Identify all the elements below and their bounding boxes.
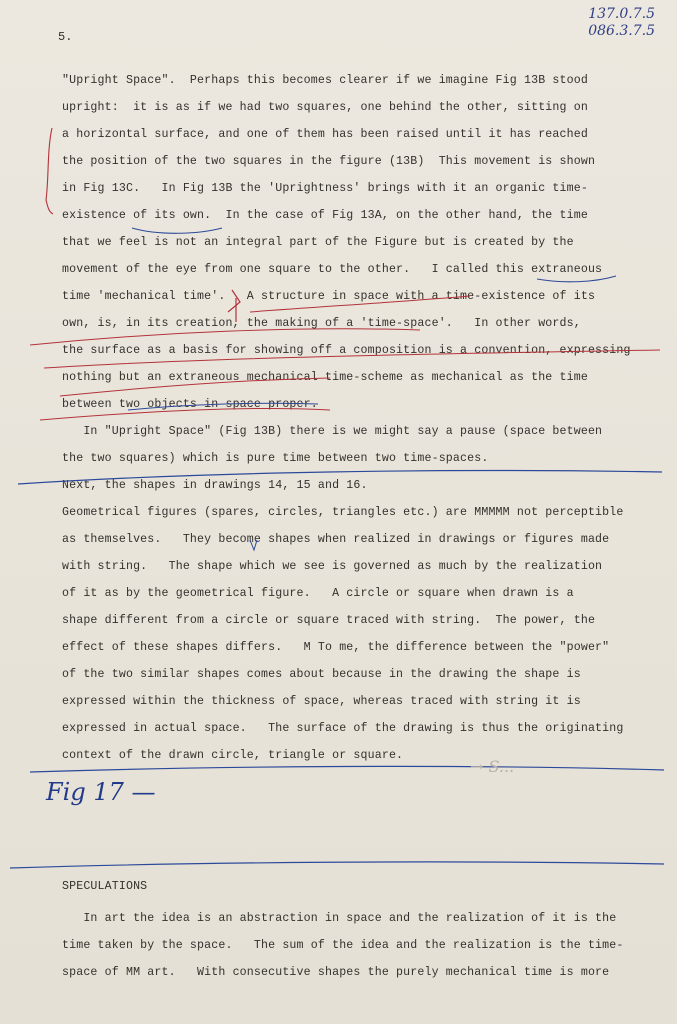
red-underline-structure xyxy=(250,296,470,312)
text-line: upright: it is as if we had two squares, one behind the other, sitting on xyxy=(62,101,588,114)
page-number: 5. xyxy=(58,30,73,44)
red-sweep-4 xyxy=(40,408,330,420)
text-line: expressed in actual space. The surface of the drawing is thus the originating xyxy=(62,722,624,735)
blue-underline-extraneous xyxy=(537,276,616,282)
text-line: nothing but an extraneous mechanical time-scheme as mechanical as the time xyxy=(62,371,588,384)
section-line: time taken by the space. The sum of the idea and the realization is the time- xyxy=(62,939,624,952)
faint-pencil-note: → S... xyxy=(470,757,515,776)
red-sweep-1 xyxy=(30,329,420,345)
text-line: of it as by the geometrical figure. A circle or square when drawn is a xyxy=(62,587,574,600)
text-line: In "Upright Space" (Fig 13B) there is we might say a pause (space between xyxy=(62,425,603,438)
section-line: In art the idea is an abstraction in space and the realization of it is the xyxy=(62,912,617,925)
text-line: between two objects in space proper. xyxy=(62,398,318,411)
text-line: the position of the two squares in the figure (13B) This movement is shown xyxy=(62,155,596,168)
archive-ref-2: 086.3.7.5 xyxy=(588,23,655,39)
section-line: space of MM art. With consecutive shapes the purely mechanical time is more xyxy=(62,966,610,979)
red-insert-mark xyxy=(228,290,240,322)
text-line: movement of the eye from one square to the other. I called this extraneous xyxy=(62,263,603,276)
blue-rule-1 xyxy=(18,471,662,485)
text-line: as themselves. They become shapes when realized in drawings or figures made xyxy=(62,533,610,546)
fig-17-handwritten-note: Fig 17 — xyxy=(46,778,156,806)
blue-underline-own xyxy=(132,228,222,233)
red-margin-bracket xyxy=(46,128,53,214)
text-line: in Fig 13C. In Fig 13B the 'Uprightness' brings with it an organic time- xyxy=(62,182,588,195)
blue-rule-3 xyxy=(10,862,664,868)
text-line: the two squares) which is pure time between two time-spaces. xyxy=(62,452,489,465)
text-line: the surface as a basis for showing off a composition is a convention, expressing xyxy=(62,344,631,357)
text-line: context of the drawn circle, triangle or square. xyxy=(62,749,404,762)
blue-rule-2 xyxy=(30,766,664,772)
text-line: with string. The shape which we see is governed as much by the realization xyxy=(62,560,603,573)
text-line: shape different from a circle or square traced with string. The power, the xyxy=(62,614,596,627)
text-line: effect of these shapes differs. M To me, the difference between the "power" xyxy=(62,641,610,654)
text-line: existence of its own. In the case of Fig 13A, on the other hand, the time xyxy=(62,209,588,222)
red-sweep-3 xyxy=(60,378,330,396)
blue-caret xyxy=(250,540,257,550)
red-sweep-2 xyxy=(44,350,660,368)
text-line: expressed within the thickness of space, whereas traced with string it is xyxy=(62,695,581,708)
section-heading: SPECULATIONS xyxy=(62,880,148,893)
text-line: own, is, in its creation, the making of a 'time-space'. In other words, xyxy=(62,317,581,330)
archive-ref-1: 137.0.7.5 xyxy=(588,6,655,22)
text-line: "Upright Space". Perhaps this becomes clearer if we imagine Fig 13B stood xyxy=(62,74,588,87)
text-line: Geometrical figures (spares, circles, triangles etc.) are MMMMM not perceptible xyxy=(62,506,624,519)
text-line: of the two similar shapes comes about because in the drawing the shape is xyxy=(62,668,581,681)
text-line: time 'mechanical time'. A structure in space with a time-existence of its xyxy=(62,290,596,303)
text-line: a horizontal surface, and one of them has been raised until it has reached xyxy=(62,128,588,141)
text-line: Next, the shapes in drawings 14, 15 and 16. xyxy=(62,479,368,492)
text-line: that we feel is not an integral part of the Figure but is created by the xyxy=(62,236,574,249)
